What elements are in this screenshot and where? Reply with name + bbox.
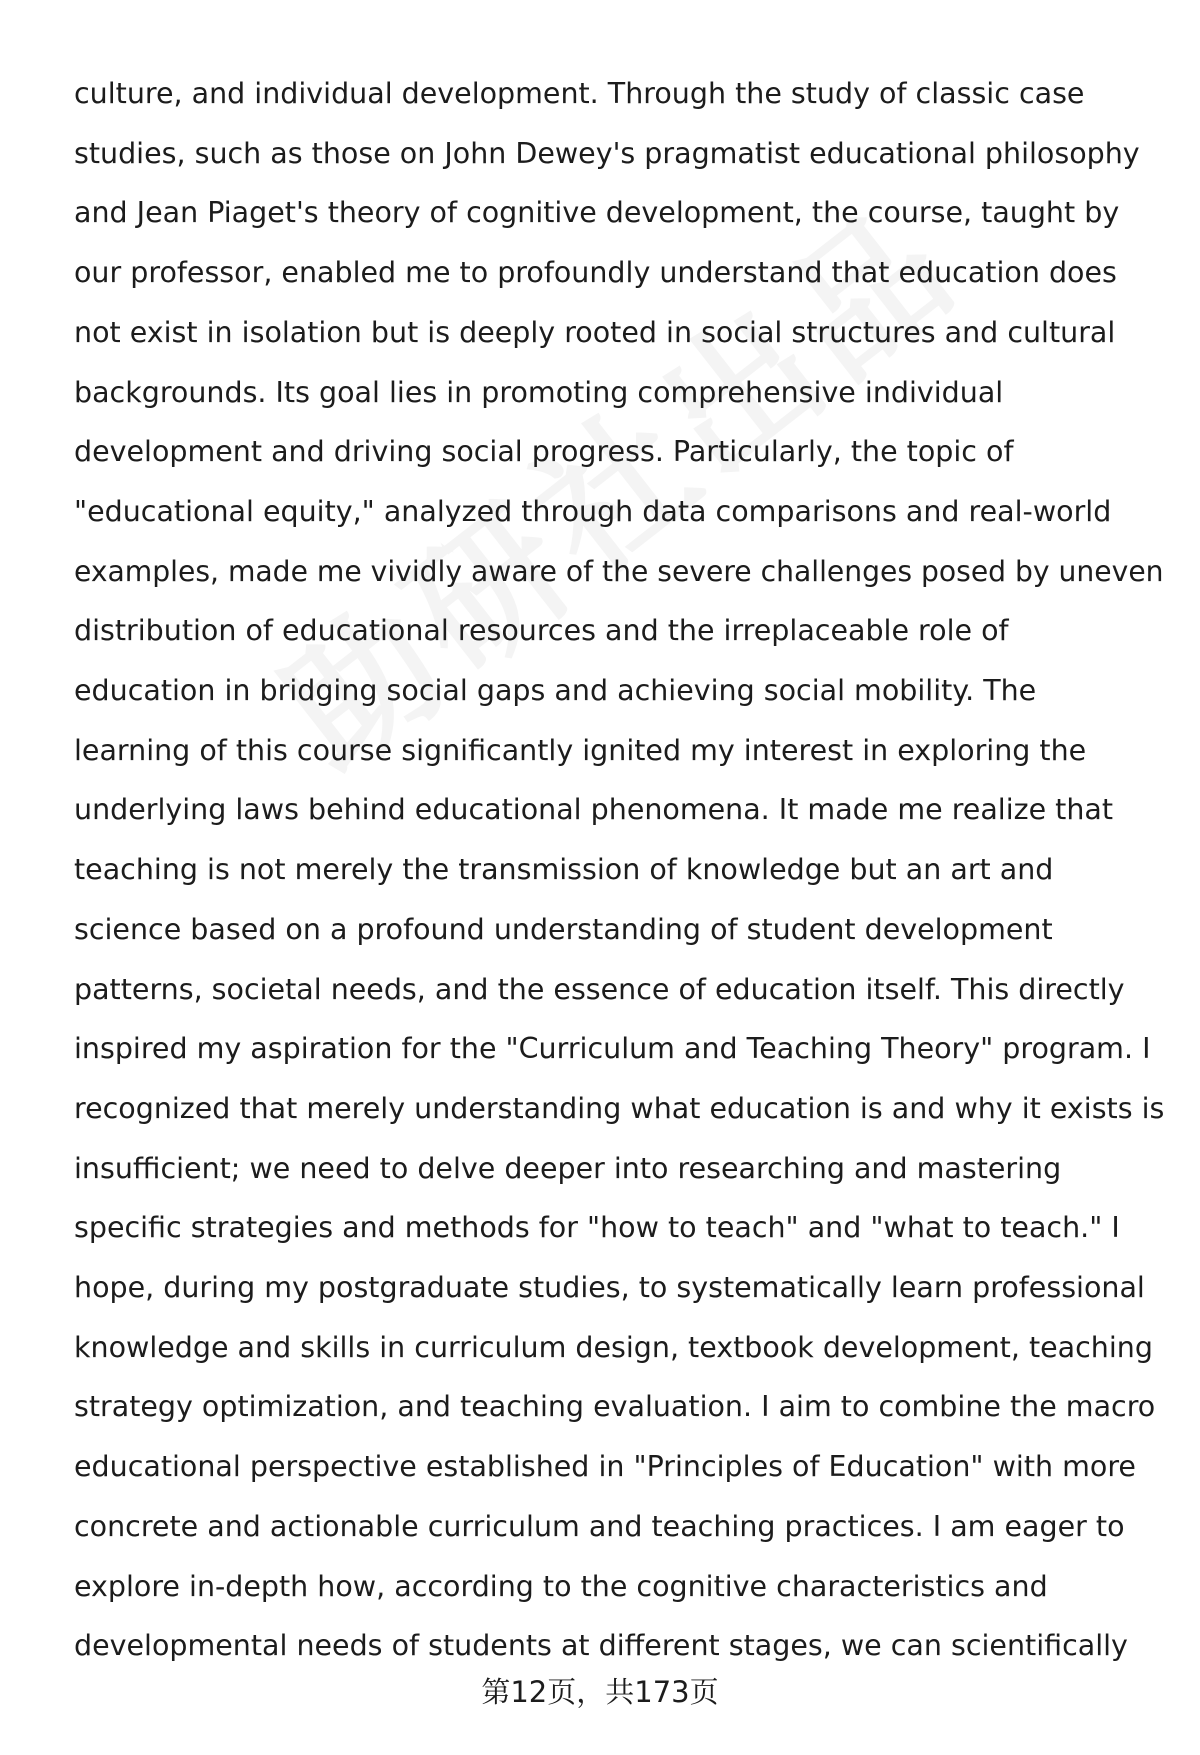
text-line: strategy optimization, and teaching evaluation. I aim to combine the macro [74,1390,1156,1424]
text-line: hope, during my postgraduate studies, to systematically learn professional [74,1271,1145,1305]
text-line: learning of this course significantly ignited my interest in exploring the [74,733,1087,767]
text-line: specific strategies and methods for "how to teach" and "what to teach." I [74,1211,1120,1245]
text-line: backgrounds. Its goal lies in promoting comprehensive individual [74,375,1004,409]
text-line: our professor, enabled me to profoundly understand that education does [74,256,1117,290]
text-line: concrete and actionable curriculum and teaching practices. I am eager to [74,1509,1125,1543]
text-line: and Jean Piaget's theory of cognitive development, the course, taught by [74,196,1120,230]
text-line: education in bridging social gaps and achieving social mobility. The [74,674,1037,708]
text-line: distribution of educational resources and the irreplaceable role of [74,614,1009,648]
text-line: inspired my aspiration for the "Curriculum and Teaching Theory" program. I [74,1032,1151,1066]
body-text [74,64,1164,1676]
text-line: not exist in isolation but is deeply rooted in social structures and cultural [74,315,1116,349]
text-line: patterns, societal needs, and the essence of education itself. This directly [74,972,1125,1006]
text-line: educational perspective established in "Principles of Education" with more [74,1450,1136,1484]
text-line: knowledge and skills in curriculum design, textbook development, teaching [74,1330,1153,1364]
text-line: insufficient; we need to delve deeper into researching and mastering [74,1151,1062,1185]
text-line: recognized that merely understanding what education is and why it exists is [74,1091,1165,1125]
text-line: examples, made me vividly aware of the severe challenges posed by uneven [74,554,1164,588]
text-line: studies, such as those on John Dewey's pragmatist educational philosophy [74,136,1140,170]
text-line: explore in-depth how, according to the cognitive characteristics and [74,1569,1048,1603]
text-line: "educational equity," analyzed through data comparisons and real-world [74,494,1112,528]
text-line: science based on a profound understanding of student development [74,912,1053,946]
text-line: underlying laws behind educational phenomena. It made me realize that [74,793,1114,827]
text-line: developmental needs of students at different stages, we can scientifically [74,1629,1128,1663]
text-line: teaching is not merely the transmission of knowledge but an art and [74,853,1054,887]
text-line: culture, and individual development. Through the study of classic case [74,77,1085,110]
text-line: development and driving social progress. Particularly, the topic of [74,435,1014,469]
page-number: 第12页，共173页 [481,1675,719,1709]
